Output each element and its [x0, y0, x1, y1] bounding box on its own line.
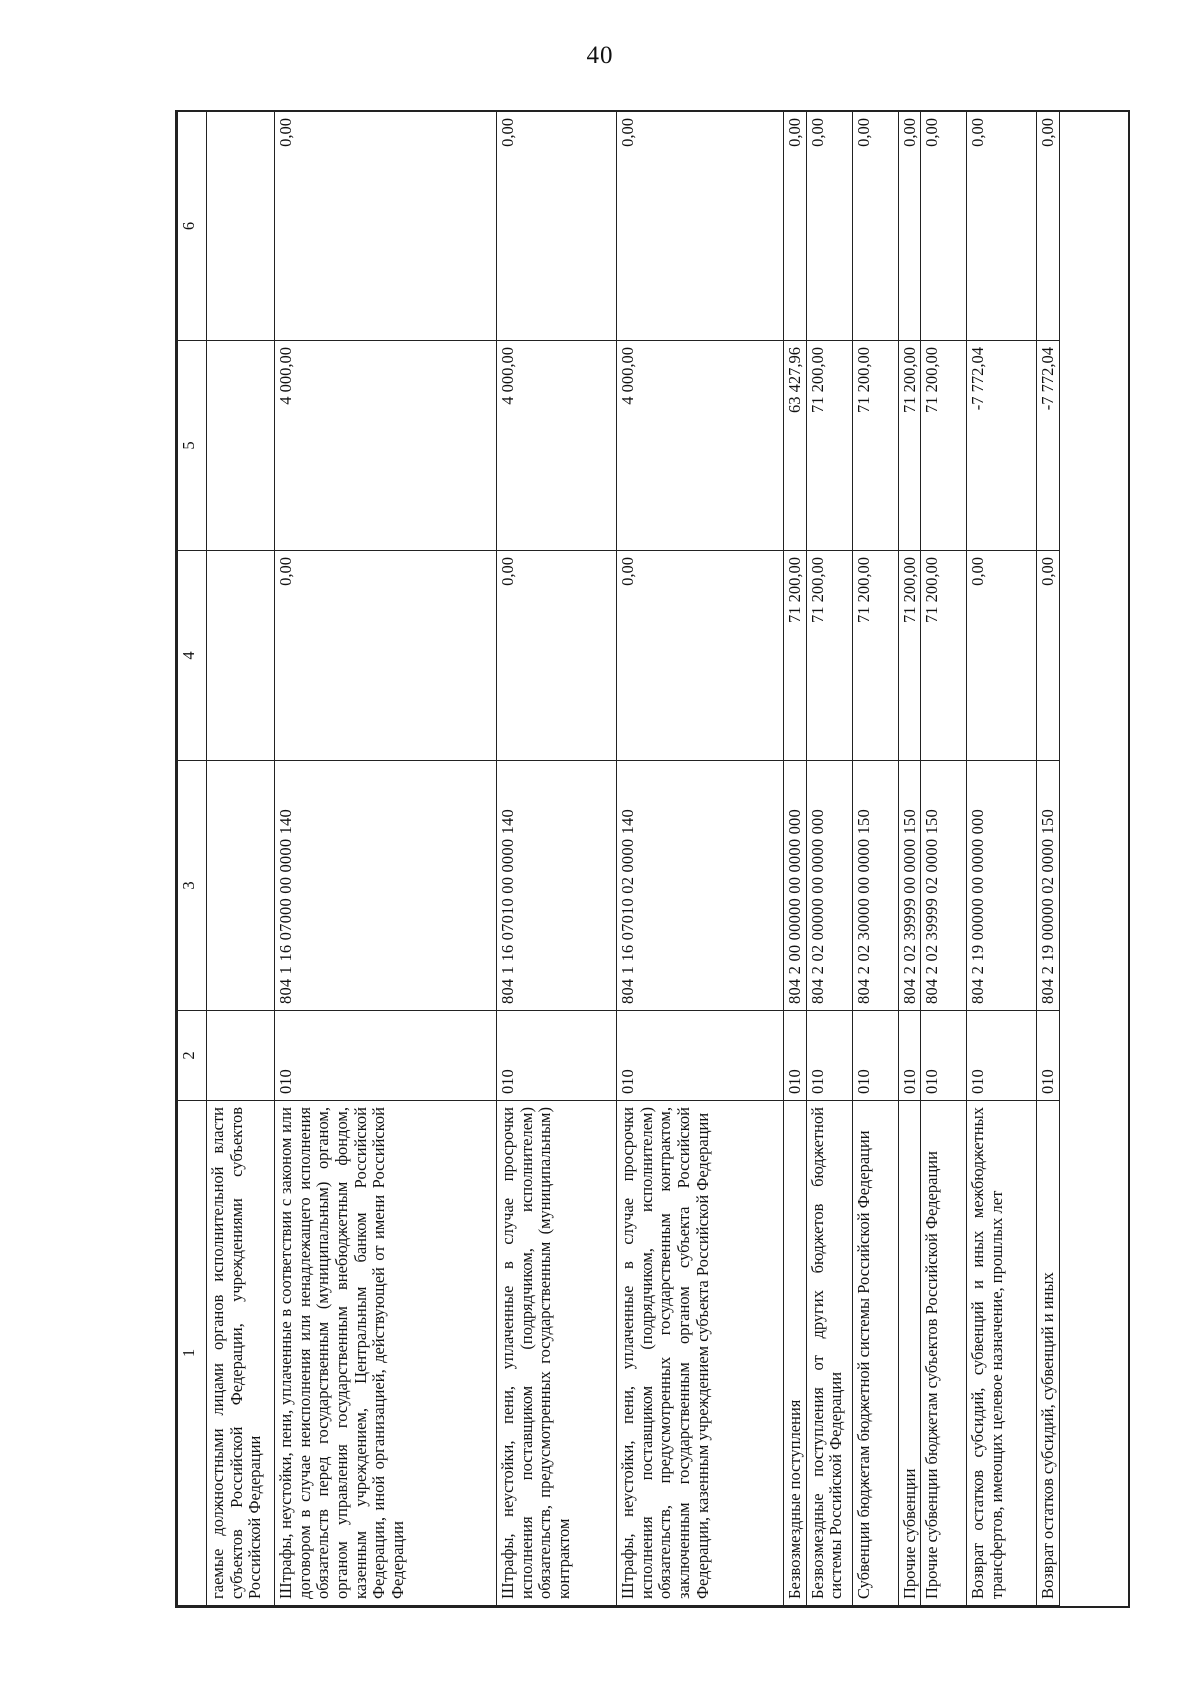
row-name: Возврат остатков субсидий, субвенций и иных — [1037, 1101, 1060, 1606]
header-row — [178, 112, 207, 1606]
row-name: Штрафы, неустойки, пени, уплаченные в случае просрочки исполнения поставщиком (подрядчиком, исполнителем) обязательств, предусмотренных государственным контрактом, заключенным государственным органом субъекта Российской Федерации, казенным учреждением субъекта Российской Федерации — [617, 1101, 784, 1606]
row-line-code: 010 — [967, 1011, 1037, 1101]
table-row — [784, 112, 807, 1606]
row-value-4: 71 200,00 — [898, 551, 921, 761]
row-value-4: 71 200,00 — [852, 551, 898, 761]
row-name: Безвозмездные поступления — [784, 1101, 807, 1606]
row-value-4: 0,00 — [1037, 551, 1060, 761]
row-budget-code: 804 2 19 00000 00 0000 000 — [967, 761, 1037, 1011]
row-value-5 — [207, 341, 275, 551]
page-number: 40 — [586, 42, 614, 69]
row-value-5: 4 000,00 — [617, 341, 784, 551]
row-value-4: 71 200,00 — [921, 551, 967, 761]
row-name: Возврат остатков субсидий, субвенций и иных межбюджетных трансфертов, имеющих целевое назначение, прошлых лет — [967, 1101, 1037, 1606]
row-line-code: 010 — [497, 1011, 617, 1101]
row-name: Штрафы, неустойки, пени, уплаченные в соответствии с законом или договором в случае неисполнения или ненадлежащего исполнения обязательств перед государственным (муниципальным) органом, органом управления государственным внебюджетным фондом, казенным учреждением, Центральным банком Российской Федерации, иной организацией, действующей от имени Российской Федерации — [275, 1101, 497, 1606]
table-row — [1037, 112, 1060, 1606]
row-name: Прочие субвенции — [898, 1101, 921, 1606]
row-budget-code: 804 2 00 00000 00 0000 000 — [784, 761, 807, 1011]
row-name: гаемые должностными лицами органов исполнительной власти субъектов Российской Федерации, учреждениями субъектов Российской Федерации — [207, 1101, 275, 1606]
row-value-5: 4 000,00 — [497, 341, 617, 551]
row-line-code: 010 — [852, 1011, 898, 1101]
row-value-6: 0,00 — [806, 112, 852, 341]
row-value-5: 71 200,00 — [852, 341, 898, 551]
row-name: Прочие субвенции бюджетам субъектов Российской Федерации — [921, 1101, 967, 1606]
row-line-code: 010 — [275, 1011, 497, 1101]
row-name: Субвенции бюджетам бюджетной системы Российской Федерации — [852, 1101, 898, 1606]
table-row — [275, 112, 497, 1606]
row-value-6: 0,00 — [617, 112, 784, 341]
column-header-4: 4 — [178, 551, 207, 761]
table-row — [497, 112, 617, 1606]
row-budget-code: 804 2 02 30000 00 0000 150 — [852, 761, 898, 1011]
row-value-5: 63 427,96 — [784, 341, 807, 551]
column-header-2: 2 — [178, 1011, 207, 1101]
row-budget-code: 804 2 02 00000 00 0000 000 — [806, 761, 852, 1011]
row-value-5: -7 772,04 — [967, 341, 1037, 551]
table-row — [852, 112, 898, 1606]
row-budget-code: 804 1 16 07010 00 0000 140 — [497, 761, 617, 1011]
row-value-6: 0,00 — [852, 112, 898, 341]
row-value-6: 0,00 — [275, 112, 497, 341]
row-value-4: 71 200,00 — [784, 551, 807, 761]
column-header-5: 5 — [178, 341, 207, 551]
row-value-5: 71 200,00 — [898, 341, 921, 551]
row-value-4: 0,00 — [497, 551, 617, 761]
row-line-code: 010 — [898, 1011, 921, 1101]
row-value-4: 0,00 — [275, 551, 497, 761]
column-header-6: 6 — [178, 112, 207, 341]
row-value-4 — [207, 551, 275, 761]
row-value-4: 0,00 — [617, 551, 784, 761]
row-budget-code: 804 2 02 39999 02 0000 150 — [921, 761, 967, 1011]
row-value-5: -7 772,04 — [1037, 341, 1060, 551]
row-budget-code — [207, 761, 275, 1011]
row-value-6: 0,00 — [967, 112, 1037, 341]
row-value-4: 71 200,00 — [806, 551, 852, 761]
row-value-6: 0,00 — [497, 112, 617, 341]
row-value-5: 71 200,00 — [806, 341, 852, 551]
column-header-3: 3 — [178, 761, 207, 1011]
row-value-6: 0,00 — [1037, 112, 1060, 341]
row-line-code: 010 — [921, 1011, 967, 1101]
table-row — [207, 112, 275, 1606]
table-frame — [175, 110, 1130, 1608]
column-header-1: 1 — [178, 1101, 207, 1606]
row-value-6: 0,00 — [898, 112, 921, 341]
row-line-code: 010 — [784, 1011, 807, 1101]
revenue-table — [177, 111, 1060, 1606]
row-budget-code: 804 2 02 39999 00 0000 150 — [898, 761, 921, 1011]
row-budget-code: 804 2 19 00000 02 0000 150 — [1037, 761, 1060, 1011]
row-budget-code: 804 1 16 07010 02 0000 140 — [617, 761, 784, 1011]
row-budget-code: 804 1 16 07000 00 0000 140 — [275, 761, 497, 1011]
row-value-5: 4 000,00 — [275, 341, 497, 551]
row-line-code: 010 — [617, 1011, 784, 1101]
row-line-code — [207, 1011, 275, 1101]
table-row — [898, 112, 921, 1606]
table-row — [806, 112, 852, 1606]
row-name: Штрафы, неустойки, пени, уплаченные в случае просрочки исполнения поставщиком (подрядчиком, исполнителем) обязательств, предусмотренных государственным (муниципальным) контрактом — [497, 1101, 617, 1606]
row-value-6 — [207, 112, 275, 341]
row-value-6: 0,00 — [784, 112, 807, 341]
row-value-6: 0,00 — [921, 112, 967, 341]
row-line-code: 010 — [1037, 1011, 1060, 1101]
row-value-5: 71 200,00 — [921, 341, 967, 551]
table-row — [921, 112, 967, 1606]
row-value-4: 0,00 — [967, 551, 1037, 761]
row-name: Безвозмездные поступления от других бюджетов бюджетной системы Российской Федерации — [806, 1101, 852, 1606]
table-row — [617, 112, 784, 1606]
table-row — [967, 112, 1037, 1606]
row-line-code: 010 — [806, 1011, 852, 1101]
rotated-table-wrapper — [177, 112, 1128, 1606]
